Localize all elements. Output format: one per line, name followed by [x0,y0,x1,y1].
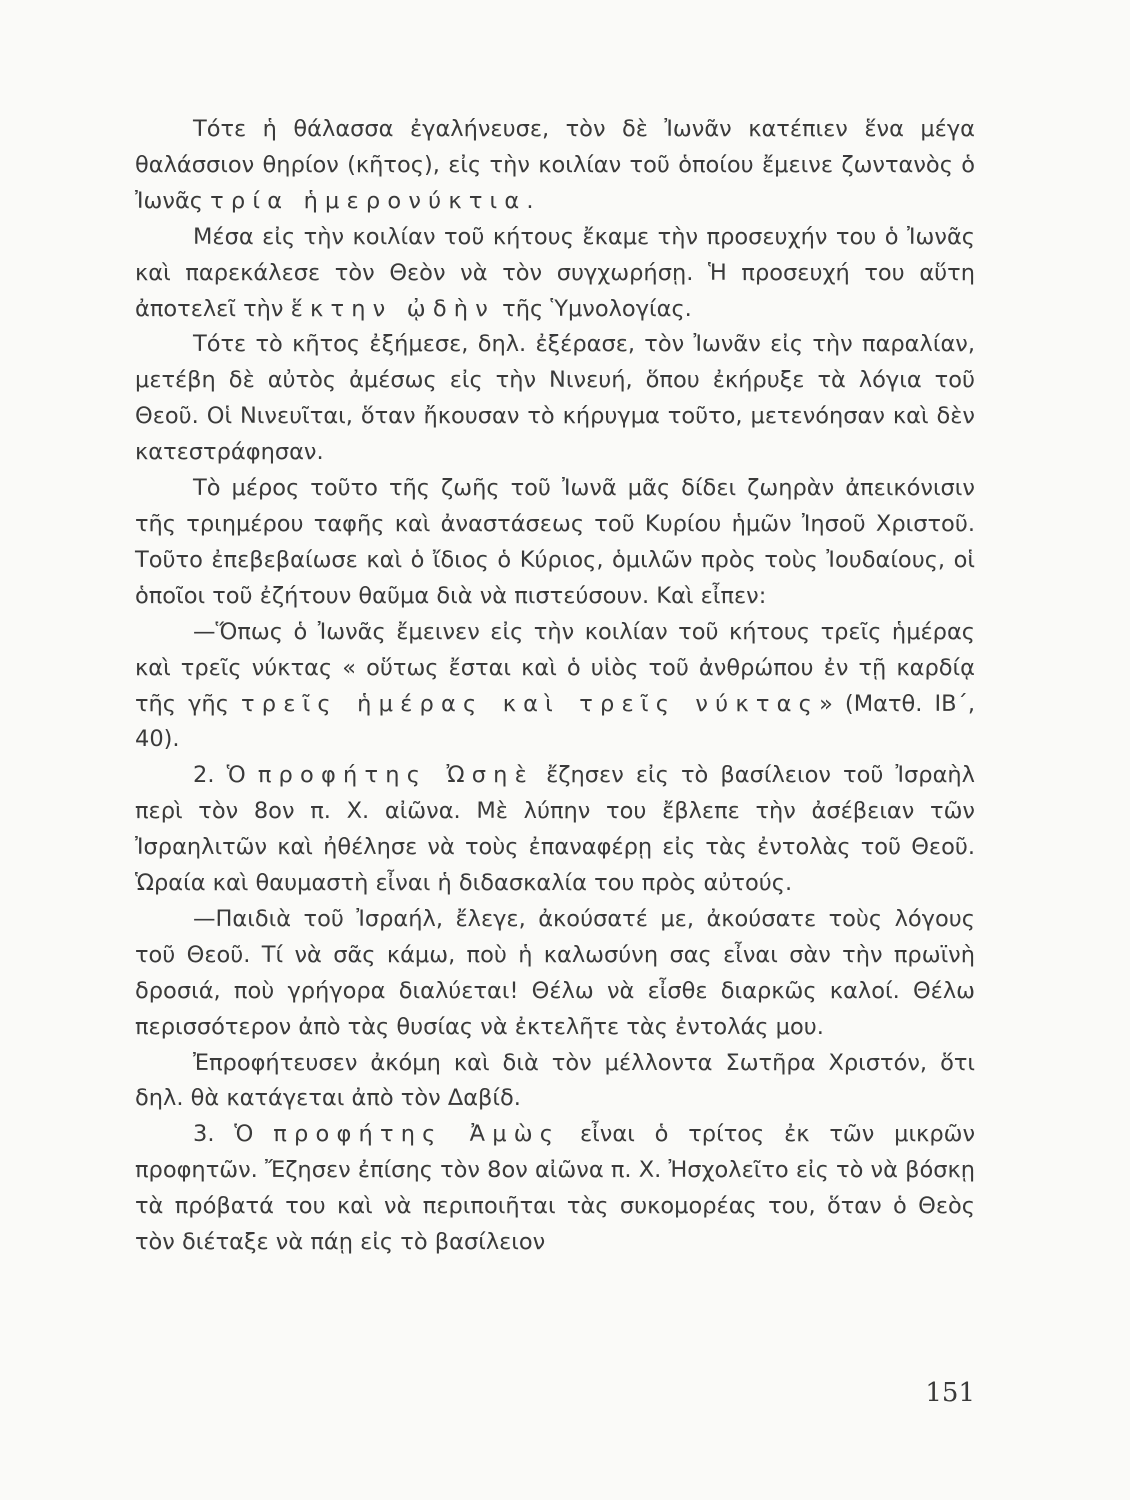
paragraph: Τότε τὸ κῆτος ἐξήμεσε, δηλ. ἐξέρασε, τὸν Ἰωνᾶν εἰς τὴν παραλίαν, μετέβη δὲ αὐτὸς ἀμέσως εἰς τὴν Νινευή, ὅπου ἐκήρυξε τὰ λόγια τοῦ Θεοῦ. Οἱ Νινευῖται, ὅταν ἤκουσαν τὸ κήρυγμα τοῦτο, μετενόησαν καὶ δὲν κατεστράφησαν. [135,331,975,466]
paragraph: Μέσα εἰς τὴν κοιλίαν τοῦ κήτους ἔκαμε τὴν προσευχήν του ὁ Ἰωνᾶς καὶ παρεκάλεσε τὸν Θεὸν νὰ τὸν συγχωρήσῃ. Ἡ προσευχή του αὕτη ἀποτελεῖ τὴν ἕκτην ᾠδὴν τῆς Ὑμνολογίας. [135,223,975,322]
quote-paragraph: —Ὅπως ὁ Ἰωνᾶς ἔμεινεν εἰς τὴν κοιλίαν τοῦ κήτους τρεῖς ἡμέρας καὶ τρεῖς νύκτας « οὕτως ἔσται καὶ ὁ υἱὸς τοῦ ἀνθρώπου ἐν τῇ καρδίᾳ τῆς γῆς τρεῖς ἡμέρας καὶ τρεῖς νύκτας» (Ματθ. ΙΒ΄, 40). [135,618,975,753]
quote-paragraph: —Παιδιὰ τοῦ Ἰσραήλ, ἔλεγε, ἀκούσατέ με, ἀκούσατε τοὺς λόγους τοῦ Θεοῦ. Τί νὰ σᾶς κάμω, ποὺ ἡ καλωσύνη σας εἶναι σὰν τὴν πρωϊνὴ δροσιά, ποὺ γρήγορα διαλύεται! Θέλω νὰ εἶσθε διαρκῶς καλοί. Θέλω περισσότερον ἀπὸ τὰς θυσίας νὰ ἐκτελῆτε τὰς ἐντολάς μου. [135,905,975,1040]
paragraph: Τότε ἡ θάλασσα ἐγαλήνευσε, τὸν δὲ Ἰωνᾶν κατέπιεν ἕνα μέγα θαλάσσιον θηρίον (κῆτος), εἰς τὴν κοιλίαν τοῦ ὁποίου ἔμεινε ζωντανὸς ὁ Ἰωνᾶς τρία ἡμερονύκτια. [135,116,975,214]
body-text [135,112,975,1261]
spaced-emphasis: τρεῖς ἡμέρας καὶ τρεῖς νύκτας [241,690,820,717]
paragraph: Τὸ μέρος τοῦτο τῆς ζωῆς τοῦ Ἰωνᾶ μᾶς δίδει ζωηρὰν ἀπεικόνισιν τῆς τριημέρου ταφῆς καὶ ἀναστάσεως τοῦ Κυρίου ἡμῶν Ἰησοῦ Χριστοῦ. Τοῦτο ἐπεβεβαίωσε καὶ ὁ ἴδιος ὁ Κύριος, ὁμιλῶν πρὸς τοὺς Ἰουδαίους, οἱ ὁποῖοι τοῦ ἐζήτουν θαῦμα διὰ νὰ πιστεύσουν. Καὶ εἶπεν: [135,475,975,609]
spaced-emphasis: προφήτης Ἀμὼς [273,1121,561,1148]
numbered-paragraph: 3. Ὁ προφήτης Ἀμὼς εἶναι ὁ τρίτος ἐκ τῶν μικρῶν προφητῶν. Ἔζησεν ἐπίσης τὸν 8ον αἰῶνα π. Χ. Ἠσχολεῖτο εἰς τὸ νὰ βόσκῃ τὰ πρόβατά του καὶ νὰ περιποιῆται τὰς συκομορέας του, ὅταν ὁ Θεὸς τὸν διέταξε νὰ πάῃ εἰς τὸ βασίλειον [135,1121,976,1256]
spaced-emphasis: ἕκτην ᾠδὴν [290,295,496,322]
numbered-paragraph: 2. Ὁ προφήτης Ὠσηὲ ἔζησεν εἰς τὸ βασίλειον τοῦ Ἰσραὴλ περὶ τὸν 8ον π. Χ. αἰῶνα. Μὲ λύπην του ἔβλεπε τὴν ἀσέβειαν τῶν Ἰσραηλιτῶν καὶ ἠθέλησε νὰ τοὺς ἐπαναφέρῃ εἰς τὰς ἐντολὰς τοῦ Θεοῦ. Ὡραία καὶ θαυμαστὴ εἶναι ἡ διδασκαλία του πρὸς αὐτούς. [135,762,975,897]
paragraph: Ἐπροφήτευσεν ἀκόμη καὶ διὰ τὸν μέλλοντα Σωτῆρα Χριστόν, ὅτι δηλ. θὰ κατάγεται ἀπὸ τὸν Δαβίδ. [135,1049,975,1112]
page-number: 151 [925,1378,975,1408]
spaced-emphasis: τρία ἡμερονύκτια [210,187,527,214]
spaced-emphasis: προφήτης Ὠσηὲ [257,762,534,789]
